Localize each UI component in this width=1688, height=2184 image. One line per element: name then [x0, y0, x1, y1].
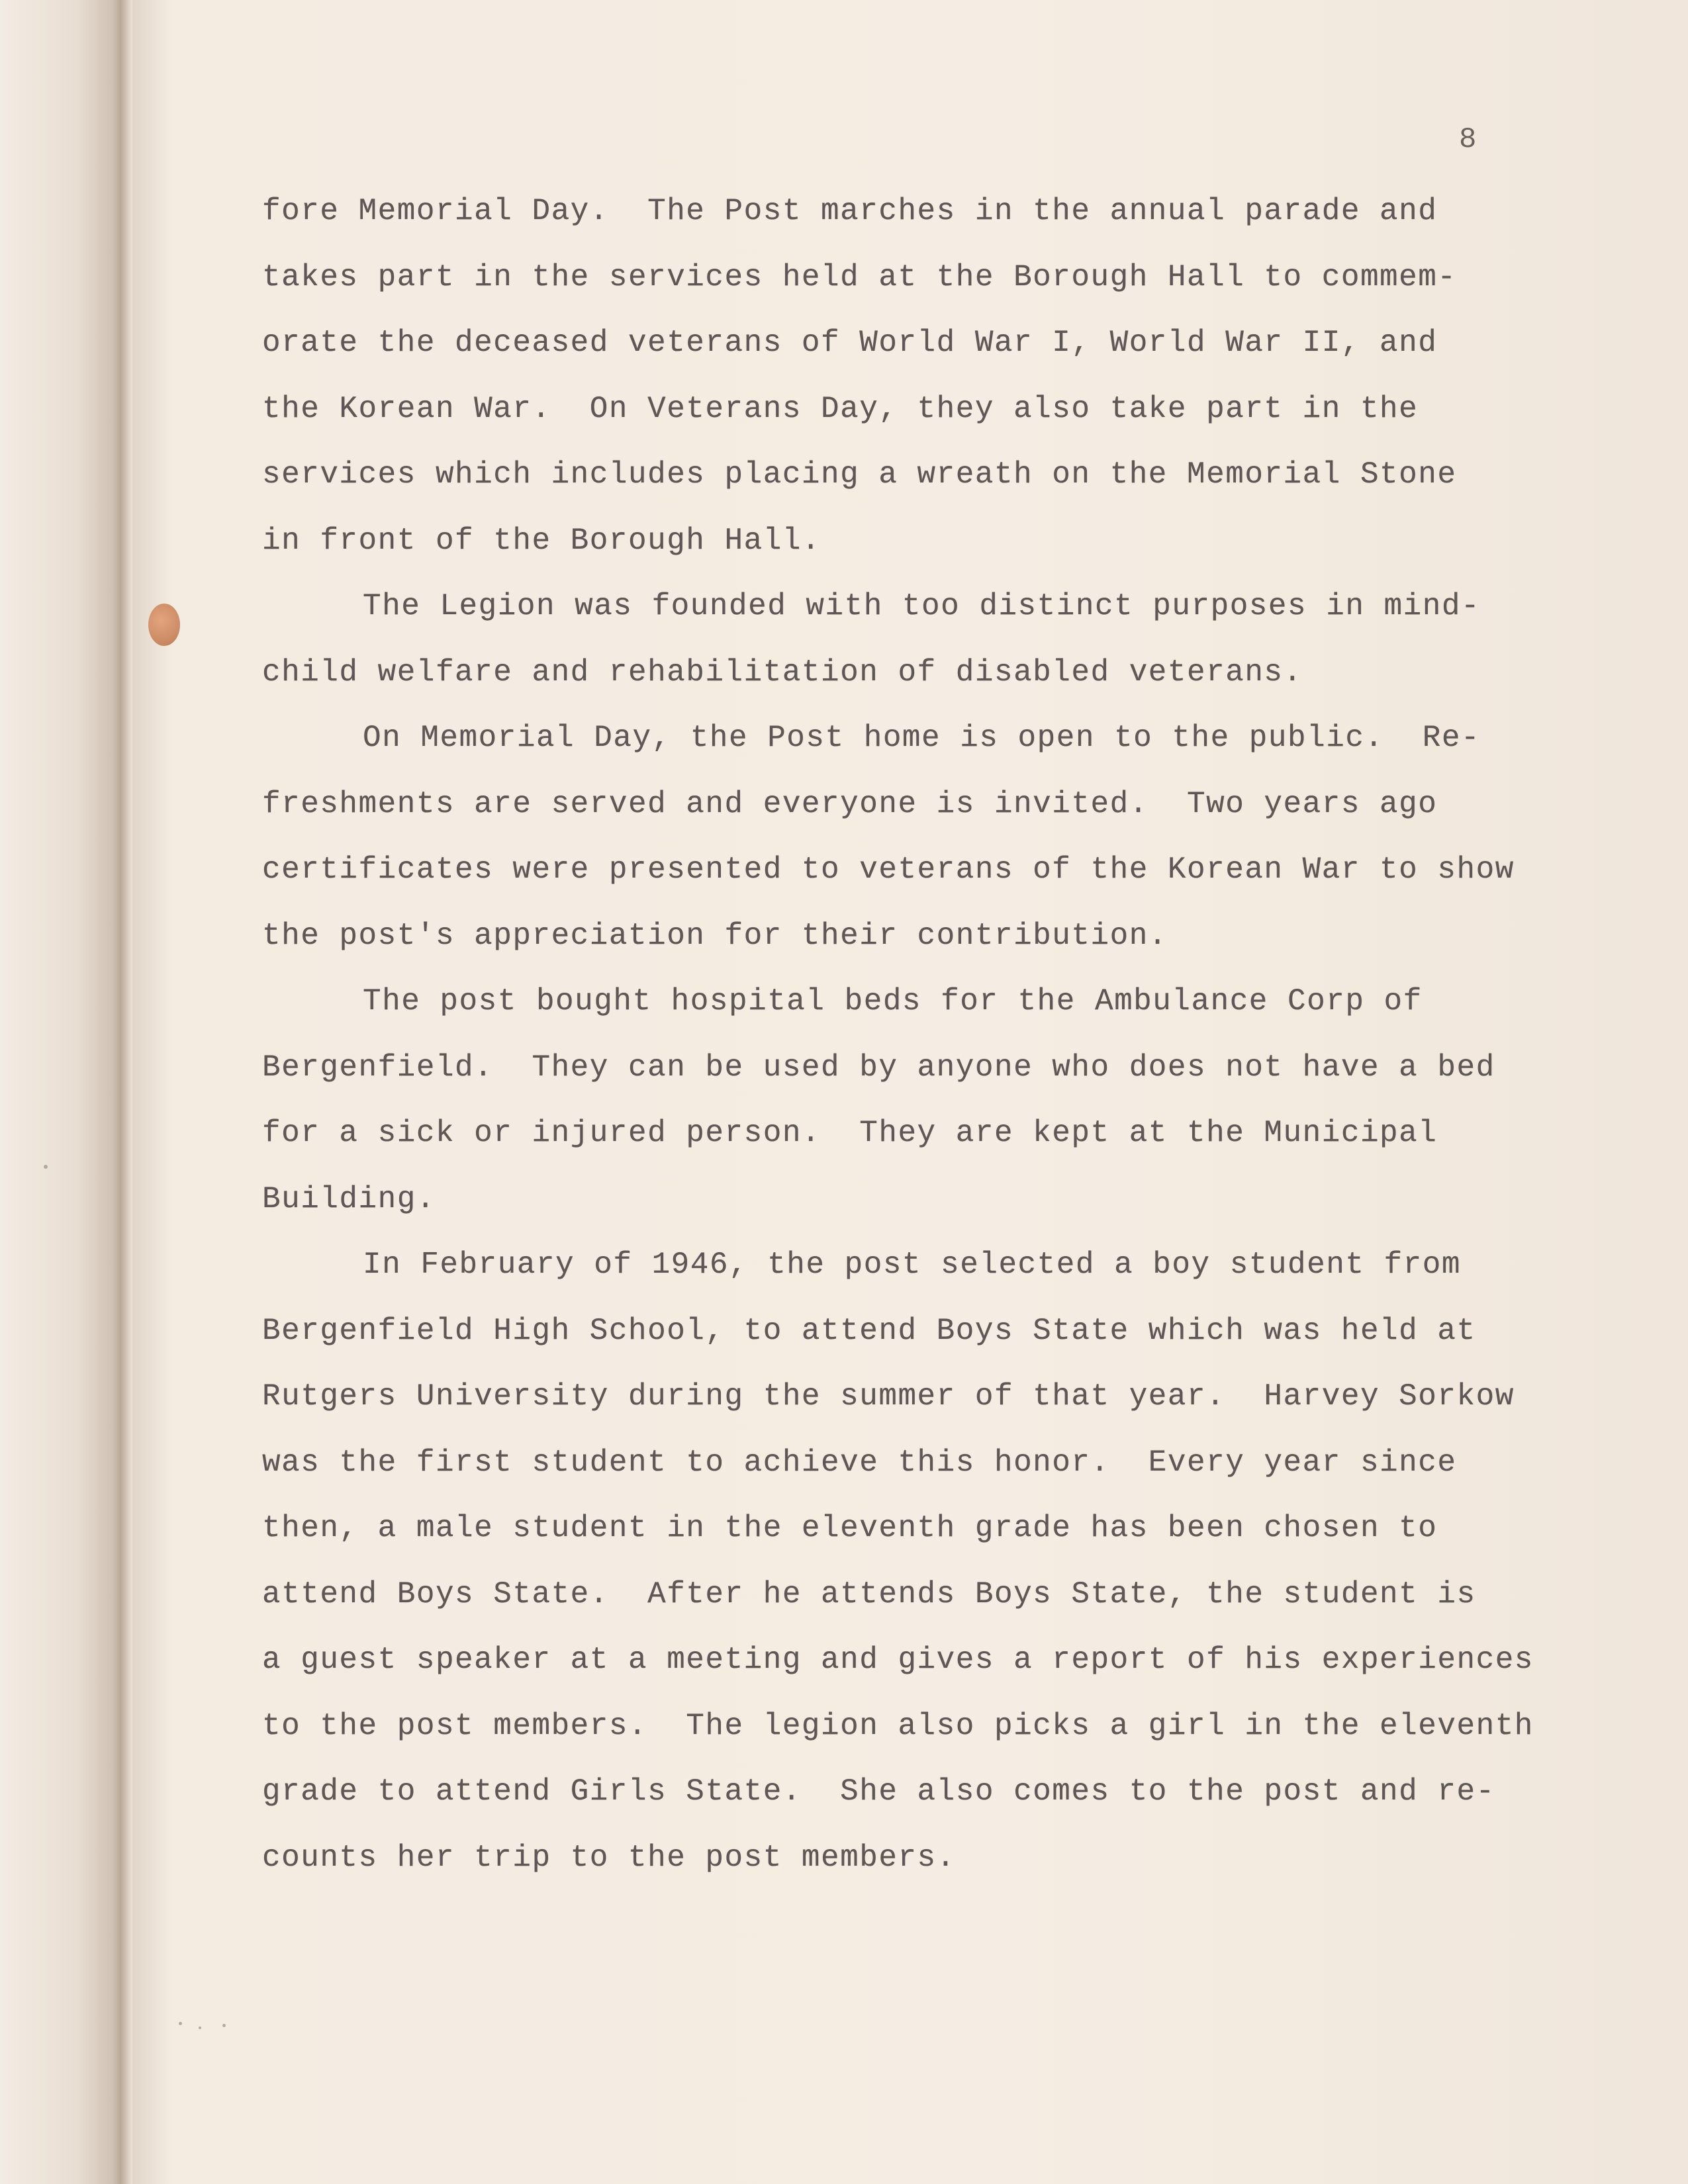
text-line: Bergenfield. They can be used by anyone who does not have a bed [262, 1050, 1495, 1085]
text-line: Rutgers University during the summer of that year. Harvey Sorkow [262, 1379, 1515, 1414]
text-line: On Memorial Day, the Post home is open to the public. Re- [363, 721, 1481, 755]
text-line: In February of 1946, the post selected a boy student from [363, 1248, 1461, 1282]
text-line: child welfare and rehabilitation of disabled veterans. [262, 655, 1303, 690]
text-line: in front of the Borough Hall. [262, 523, 821, 558]
text-line: certificates were presented to veterans of the Korean War to show [262, 852, 1515, 887]
paper-speck [44, 1165, 48, 1169]
punch-hole [148, 604, 180, 646]
binding-edge [0, 0, 132, 2184]
text-line: Bergenfield High School, to attend Boys State which was held at [262, 1313, 1476, 1348]
text-line: Building. [262, 1181, 436, 1216]
text-line: then, a male student in the eleventh grade has been chosen to [262, 1511, 1438, 1545]
text-line: to the post members. The legion also picks a girl in the eleventh [262, 1708, 1534, 1743]
text-line: the post's appreciation for their contribution. [262, 918, 1168, 953]
paper-speck [199, 2026, 201, 2029]
text-line: orate the deceased veterans of World War I, World War II, and [262, 326, 1438, 360]
text-line: attend Boys State. After he attends Boys State, the student is [262, 1576, 1476, 1612]
text-line: takes part in the services held at the Borough Hall to commem- [262, 259, 1457, 295]
text-line: a guest speaker at a meeting and gives a report of his experiences [262, 1643, 1534, 1677]
typed-text [262, 179, 1579, 1891]
text-line: services which includes placing a wreath on the Memorial Stone [262, 457, 1457, 492]
paper-speck [179, 2022, 182, 2025]
text-line: the Korean War. On Veterans Day, they also take part in the [262, 391, 1419, 426]
page-number: 8 [1459, 123, 1477, 156]
text-line: counts her trip to the post members. [262, 1840, 956, 1875]
text-line: was the first student to achieve this honor. Every year since [262, 1445, 1457, 1480]
text-line: for a sick or injured person. They are kept at the Municipal [262, 1116, 1438, 1150]
text-line: The post bought hospital beds for the Ambulance Corp of [363, 984, 1423, 1019]
text-line: grade to attend Girls State. She also comes to the post and re- [262, 1774, 1495, 1809]
text-line: freshments are served and everyone is invited. Two years ago [262, 786, 1438, 821]
text-line: The Legion was founded with too distinct purposes in mind- [363, 589, 1481, 623]
paper-speck [222, 2024, 226, 2027]
text-line: fore Memorial Day. The Post marches in the annual parade and [262, 194, 1438, 228]
binding-shadow [132, 0, 172, 2184]
